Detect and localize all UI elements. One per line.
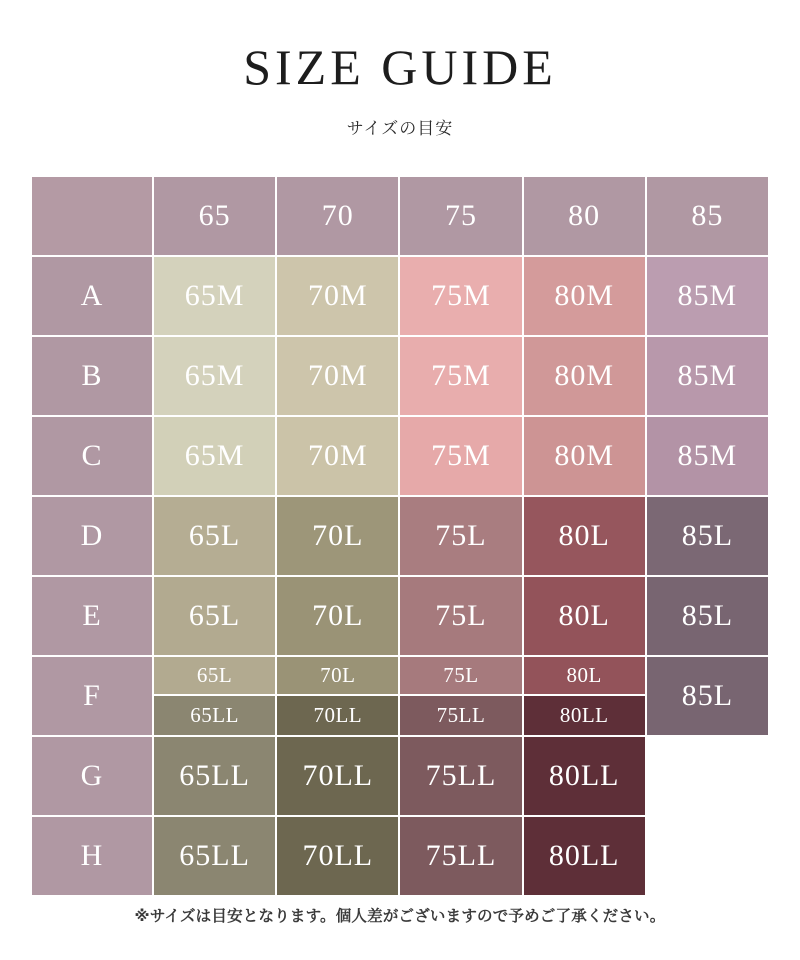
table-row	[31, 336, 769, 416]
row-header-E: E	[31, 576, 153, 656]
column-header-75: 75	[399, 176, 522, 256]
size-cell-H-85	[646, 816, 769, 896]
size-cell-lower: 70LL	[277, 696, 398, 735]
size-cell-A-75: 75M	[399, 256, 522, 336]
table-row	[31, 656, 769, 736]
row-header-G: G	[31, 736, 153, 816]
size-cell-D-80: 80L	[523, 496, 646, 576]
column-header-70: 70	[276, 176, 399, 256]
size-cell-D-65: 65L	[153, 496, 276, 576]
size-cell-G-80: 80LL	[523, 736, 646, 816]
size-cell-upper: 80L	[524, 657, 645, 696]
size-cell-E-80: 80L	[523, 576, 646, 656]
size-cell-B-70: 70M	[276, 336, 399, 416]
size-cell-upper: 75L	[400, 657, 521, 696]
size-cell-G-75: 75LL	[399, 736, 522, 816]
column-header-80: 80	[523, 176, 646, 256]
size-cell-H-65: 65LL	[153, 816, 276, 896]
table-row	[31, 576, 769, 656]
row-header-A: A	[31, 256, 153, 336]
page-subtitle: サイズの目安	[346, 119, 454, 139]
size-cell-G-65: 65LL	[153, 736, 276, 816]
size-cell-lower: 75LL	[400, 696, 521, 735]
size-cell-split-F-70	[276, 656, 399, 736]
size-cell-A-80: 80M	[523, 256, 646, 336]
size-cell-B-85: 85M	[646, 336, 769, 416]
size-cell-D-85: 85L	[646, 496, 769, 576]
table-row	[31, 496, 769, 576]
table-corner-cell	[31, 176, 153, 256]
size-cell-lower: 80LL	[524, 696, 645, 735]
size-cell-B-65: 65M	[153, 336, 276, 416]
size-cell-H-70: 70LL	[276, 816, 399, 896]
size-cell-A-70: 70M	[276, 256, 399, 336]
size-cell-split-F-75	[399, 656, 522, 736]
size-note: ※サイズは目安となります。個人差がございますので予めご了承ください。	[134, 907, 666, 925]
row-header-B: B	[31, 336, 153, 416]
table-row	[31, 816, 769, 896]
size-cell-C-80: 80M	[523, 416, 646, 496]
size-cell-A-85: 85M	[646, 256, 769, 336]
table-header-row	[31, 176, 769, 256]
size-cell-C-85: 85M	[646, 416, 769, 496]
size-cell-lower: 65LL	[154, 696, 275, 735]
size-cell-C-65: 65M	[153, 416, 276, 496]
size-cell-split-F-80	[523, 656, 646, 736]
size-cell-G-70: 70LL	[276, 736, 399, 816]
column-header-85: 85	[646, 176, 769, 256]
size-cell-E-70: 70L	[276, 576, 399, 656]
size-cell-H-75: 75LL	[399, 816, 522, 896]
size-cell-C-70: 70M	[276, 416, 399, 496]
size-cell-upper: 65L	[154, 657, 275, 696]
size-cell-E-85: 85L	[646, 576, 769, 656]
table-row	[31, 256, 769, 336]
row-header-F: F	[31, 656, 153, 736]
size-cell-split-F-65	[153, 656, 276, 736]
size-table	[30, 175, 770, 897]
size-cell-B-75: 75M	[399, 336, 522, 416]
row-header-C: C	[31, 416, 153, 496]
size-cell-C-75: 75M	[399, 416, 522, 496]
table-row	[31, 736, 769, 816]
page-title: SIZE GUIDE	[243, 39, 557, 95]
size-cell-F-85: 85L	[646, 656, 769, 736]
size-cell-H-80: 80LL	[523, 816, 646, 896]
size-cell-G-85	[646, 736, 769, 816]
size-cell-E-65: 65L	[153, 576, 276, 656]
size-cell-B-80: 80M	[523, 336, 646, 416]
row-header-H: H	[31, 816, 153, 896]
size-table-wrapper	[30, 175, 770, 897]
size-cell-D-75: 75L	[399, 496, 522, 576]
size-cell-upper: 70L	[277, 657, 398, 696]
column-header-65: 65	[153, 176, 276, 256]
table-row	[31, 416, 769, 496]
size-cell-A-65: 65M	[153, 256, 276, 336]
row-header-D: D	[31, 496, 153, 576]
size-cell-E-75: 75L	[399, 576, 522, 656]
size-cell-D-70: 70L	[276, 496, 399, 576]
